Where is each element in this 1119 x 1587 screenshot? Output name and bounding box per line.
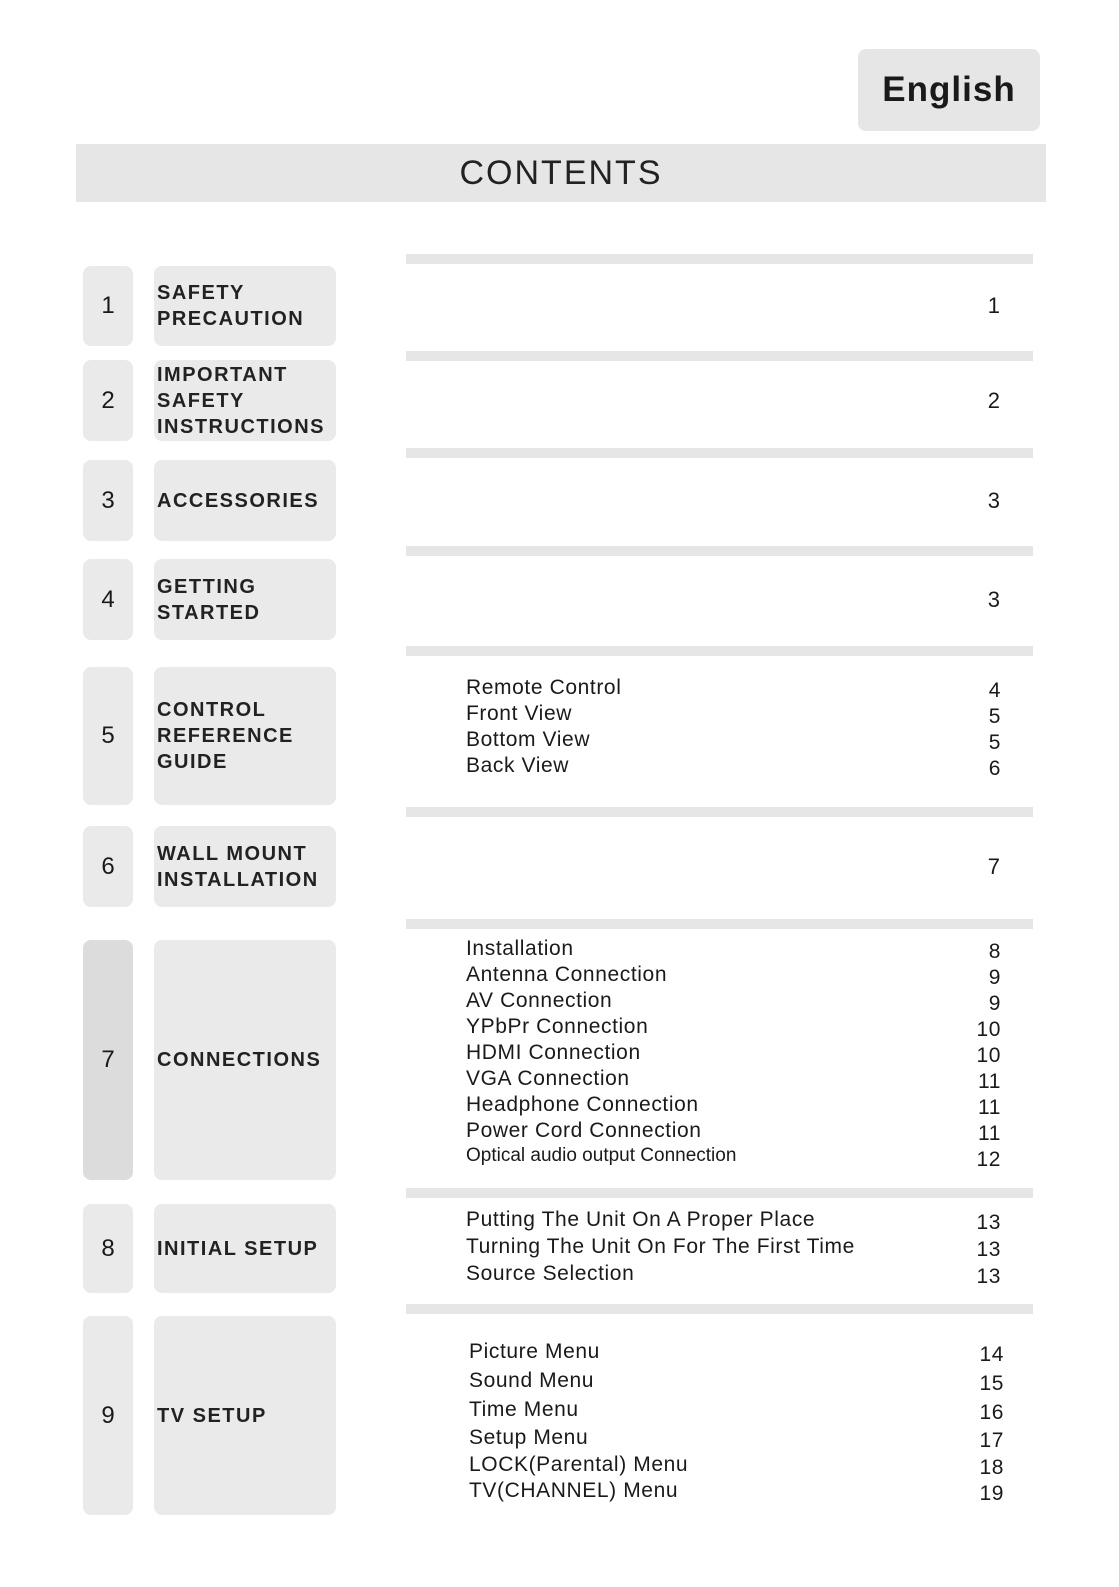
toc-item-label: Back View: [466, 754, 570, 777]
toc-item-page: 4: [988, 679, 1001, 702]
toc-item[interactable]: [466, 754, 1006, 780]
divider: [406, 448, 1033, 458]
toc-section-wall-mount-installation[interactable]: [0, 826, 1119, 907]
toc-item-page: 9: [988, 966, 1001, 989]
toc-item[interactable]: [466, 1145, 1006, 1171]
divider: [406, 919, 1033, 929]
section-title-box: [154, 460, 336, 541]
section-title: CONTROL REFERENCE GUIDE: [157, 699, 294, 773]
toc-item[interactable]: [469, 1426, 1009, 1453]
toc-item-label: Antenna Connection: [466, 963, 668, 986]
toc-item-page: 14: [979, 1343, 1004, 1366]
toc-item[interactable]: [466, 702, 1006, 728]
toc-item-label: Time Menu: [469, 1398, 579, 1421]
section-title-box: [154, 266, 336, 346]
section-number: 6: [83, 826, 133, 907]
toc-item[interactable]: [469, 1398, 1009, 1426]
section-title-box: [154, 667, 336, 805]
toc-item[interactable]: [466, 1015, 1006, 1041]
section-title: TV SETUP: [157, 1404, 267, 1427]
divider: [406, 646, 1033, 656]
toc-item[interactable]: [466, 1067, 1006, 1093]
toc-item[interactable]: [466, 676, 1006, 702]
toc-section-control-reference-guide[interactable]: [0, 667, 1119, 805]
toc-item-label: LOCK(Parental) Menu: [469, 1453, 689, 1476]
toc-item-page: 13: [976, 1265, 1001, 1288]
divider: [406, 807, 1033, 817]
toc-item-label: Putting The Unit On A Proper Place: [466, 1208, 816, 1231]
section-page-number: 1: [987, 293, 1000, 318]
toc-item[interactable]: [469, 1369, 1009, 1398]
toc-item-label: VGA Connection: [466, 1067, 630, 1090]
toc-item-label: Source Selection: [466, 1262, 635, 1285]
toc-section-important-safety-instructions[interactable]: [0, 360, 1119, 441]
section-number: 5: [83, 667, 133, 805]
section-title: IMPORTANT SAFETY INSTRUCTIONS: [157, 363, 325, 438]
toc-item-page: 9: [988, 992, 1001, 1015]
section-title-box: [154, 940, 336, 1180]
section-title: CONNECTIONS: [157, 1049, 322, 1071]
divider: [406, 1188, 1033, 1198]
toc-item-label: Bottom View: [466, 728, 591, 751]
toc-item[interactable]: [466, 1041, 1006, 1067]
toc-item-page: 18: [979, 1456, 1004, 1479]
toc-item-page: 11: [978, 1070, 1001, 1093]
toc-item[interactable]: [466, 963, 1006, 989]
toc-item[interactable]: [466, 728, 1006, 754]
toc-item-label: HDMI Connection: [466, 1041, 641, 1064]
toc-item-label: YPbPr Connection: [466, 1015, 649, 1038]
toc-item[interactable]: [469, 1479, 1009, 1505]
toc-section-connections[interactable]: [0, 937, 1119, 1180]
subsection-list: [469, 1340, 1009, 1505]
section-title-box: [154, 360, 336, 441]
toc-item-page: 8: [988, 940, 1001, 963]
toc-item[interactable]: [466, 1235, 1006, 1262]
toc-item[interactable]: [469, 1340, 1009, 1369]
toc-item[interactable]: [466, 989, 1006, 1015]
toc-item-page: 17: [979, 1429, 1004, 1452]
toc-item-page: 16: [979, 1401, 1004, 1424]
section-title: INITIAL SETUP: [157, 1237, 319, 1260]
toc-item[interactable]: [466, 1262, 1006, 1289]
toc-section-getting-started[interactable]: [0, 559, 1119, 640]
section-number: 8: [83, 1204, 133, 1293]
subsection-list: [466, 1208, 1006, 1289]
contents-heading: CONTENTS: [76, 144, 1046, 202]
toc-item-label: Sound Menu: [469, 1369, 595, 1392]
section-number: 3: [83, 460, 133, 541]
divider: [406, 254, 1033, 264]
section-title-box: [154, 1204, 336, 1293]
subsection-list: [466, 676, 1006, 780]
toc-item-page: 10: [976, 1044, 1001, 1067]
toc-item-page: 11: [978, 1122, 1001, 1145]
toc-item-label: AV Connection: [466, 989, 613, 1012]
section-number: 4: [83, 559, 133, 640]
toc-item-label: Optical audio output Connection: [466, 1145, 737, 1166]
section-number: 7: [83, 940, 133, 1180]
section-page-number: 7: [987, 853, 1000, 879]
section-title: WALL MOUNT INSTALLATION: [157, 842, 319, 891]
toc-item-page: 19: [979, 1482, 1004, 1505]
toc-item[interactable]: [466, 1119, 1006, 1145]
toc-item-page: 5: [988, 731, 1001, 754]
toc-section-initial-setup[interactable]: [0, 1204, 1119, 1293]
toc-item-page: 10: [976, 1018, 1001, 1041]
section-number: 9: [83, 1316, 133, 1515]
toc-item-label: Front View: [466, 702, 572, 725]
language-badge: English: [858, 49, 1040, 131]
section-title: ACCESSORIES: [157, 489, 320, 512]
toc-section-tv-setup[interactable]: [0, 1316, 1119, 1515]
toc-item[interactable]: [466, 937, 1006, 963]
toc-item-label: Setup Menu: [469, 1426, 589, 1449]
section-page-number: 3: [987, 586, 1000, 612]
section-title-box: [154, 559, 336, 640]
section-page-number: 2: [987, 387, 1000, 413]
toc-item-label: Installation: [466, 937, 574, 960]
toc-item[interactable]: [466, 1093, 1006, 1119]
toc-item-page: 6: [988, 757, 1001, 780]
section-title-box: [154, 826, 336, 907]
toc-item-label: TV(CHANNEL) Menu: [469, 1479, 679, 1502]
section-title: SAFETY PRECAUTION: [157, 282, 305, 330]
divider: [406, 1304, 1033, 1314]
toc-item-label: Turning The Unit On For The First Time: [466, 1235, 855, 1258]
section-number: 1: [83, 266, 133, 346]
section-number: 2: [83, 360, 133, 441]
toc-item-page: 11: [978, 1096, 1001, 1119]
toc-item-label: Headphone Connection: [466, 1093, 699, 1116]
section-title-box: [154, 1316, 336, 1515]
toc-item[interactable]: [469, 1453, 1009, 1479]
toc-item-label: Remote Control: [466, 676, 622, 699]
toc-item-page: 15: [979, 1372, 1004, 1395]
section-page-number: 3: [987, 487, 1000, 513]
toc-section-safety-precaution[interactable]: [0, 266, 1119, 346]
divider: [406, 546, 1033, 556]
toc-item[interactable]: [466, 1208, 1006, 1235]
toc-item-label: Power Cord Connection: [466, 1119, 702, 1142]
toc-item-page: 5: [988, 705, 1001, 728]
toc-item-label: Picture Menu: [469, 1340, 600, 1363]
subsection-list: [466, 937, 1006, 1171]
toc-section-accessories[interactable]: [0, 460, 1119, 541]
section-title: GETTING STARTED: [157, 575, 261, 624]
toc-item-page: 12: [976, 1148, 1001, 1171]
toc-item-page: 13: [976, 1238, 1001, 1261]
toc-item-page: 13: [976, 1211, 1001, 1234]
